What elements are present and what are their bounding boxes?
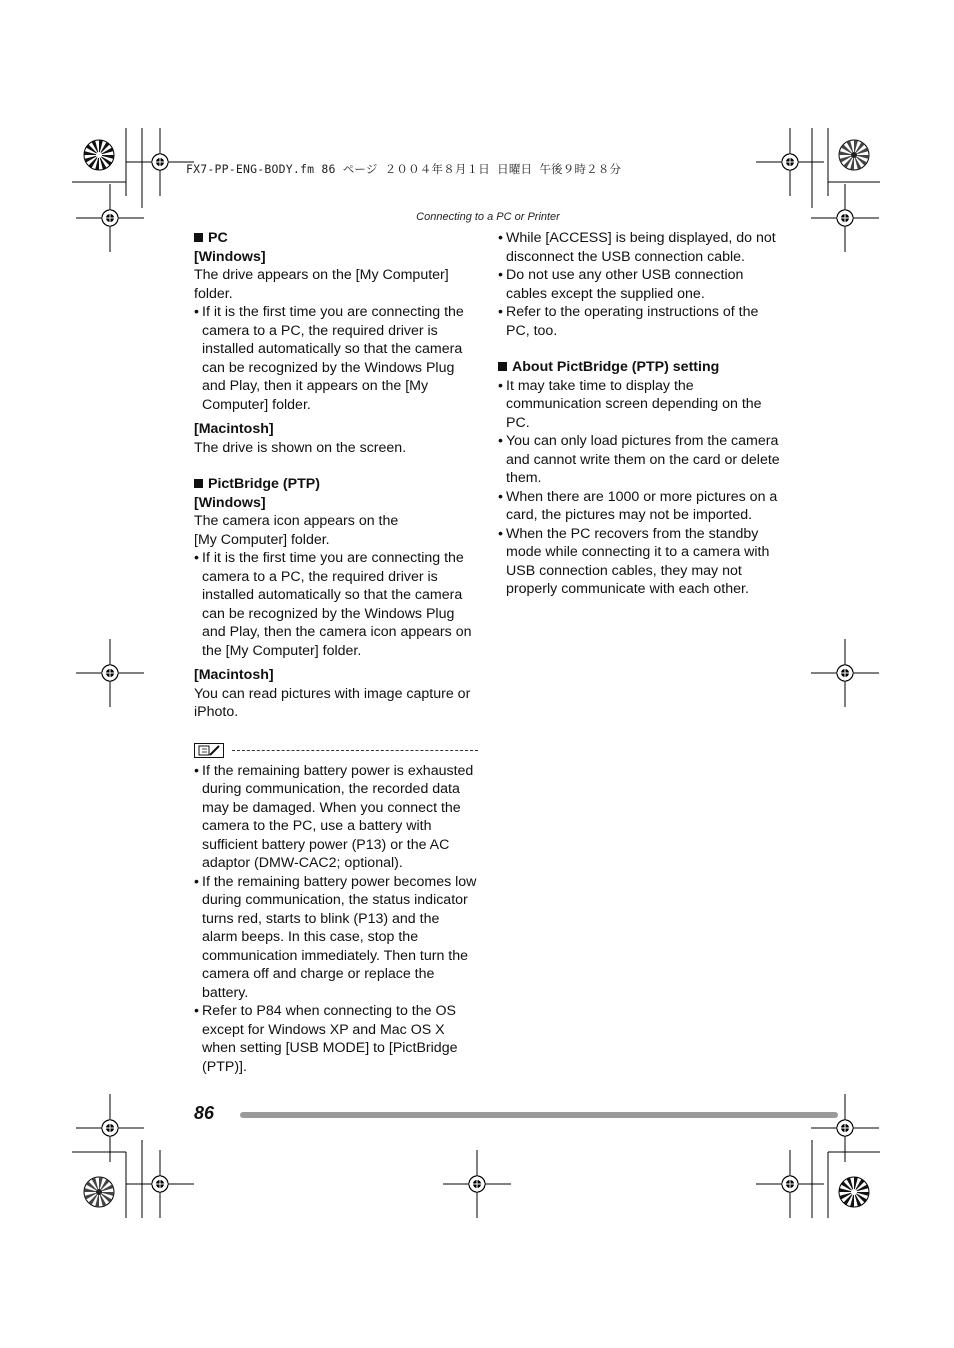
file-info-line: FX7-PP-ENG-BODY.fm 86 ページ ２００４年８月１日 日曜日 午後９時２８分 bbox=[186, 162, 622, 176]
footer-rule bbox=[240, 1112, 838, 1118]
pc-windows-bullets bbox=[194, 303, 478, 414]
section-heading-pictbridge: PictBridge (PTP) bbox=[194, 475, 478, 494]
square-bullet-icon bbox=[194, 233, 203, 242]
pc-windows-label: [Windows] bbox=[194, 248, 266, 265]
pb-mac-text: You can read pictures with image capture or iPhoto. bbox=[194, 685, 471, 720]
list-item: • When the PC recovers from the standby mode while connecting it to a camera with USB connection cables, they may not properly communicate with each other. bbox=[498, 525, 782, 599]
list-item: • Refer to the operating instructions of the PC, too. bbox=[498, 303, 782, 340]
list-item: • It may take time to display the communication screen depending on the PC. bbox=[498, 377, 782, 433]
list-item: • You can only load pictures from the camera and cannot write them on the card or delete them. bbox=[498, 432, 782, 488]
page-number: 86 bbox=[194, 1103, 215, 1123]
list-item: • Refer to P84 when connecting to the OS except for Windows XP and Mac OS X when setting [USB MODE] to [PictBridge (PTP)]. bbox=[194, 1002, 478, 1076]
dashed-divider bbox=[232, 750, 478, 751]
pb-windows-text: The camera icon appears on the [My Computer] folder. bbox=[194, 513, 399, 548]
list-item: • If it is the first time you are connecting the camera to a PC, the required driver is installed automatically so that the camera can be recognized by the Windows Plug and Play, then it appears on the [My Computer] folder. bbox=[194, 303, 478, 414]
pc-mac-text: The drive is shown on the screen. bbox=[194, 439, 407, 456]
square-bullet-icon bbox=[194, 479, 203, 488]
right-column bbox=[498, 229, 782, 599]
list-item: • While [ACCESS] is being displayed, do not disconnect the USB connection cable. bbox=[498, 229, 782, 266]
section-heading-pc: PC bbox=[194, 229, 478, 248]
usb-bullets bbox=[498, 229, 782, 340]
list-item: • If the remaining battery power becomes low during communication, the status indicator turns red, starts to blink (P13) and the alarm beeps. In this case, stop the communication immediately. Then turn the camera off and charge or replace the battery. bbox=[194, 873, 478, 1003]
list-item: • If it is the first time you are connecting the camera to a PC, the required driver is installed automatically so that the camera can be recognized by the Windows Plug and Play, then the camera icon appears on the [My Computer] folder. bbox=[194, 549, 478, 660]
square-bullet-icon bbox=[498, 362, 507, 371]
pb-mac-label: [Macintosh] bbox=[194, 667, 274, 683]
pc-windows-text: The drive appears on the [My Computer] folder. bbox=[194, 267, 449, 302]
notes-list bbox=[194, 762, 478, 1077]
note-pencil-icon bbox=[194, 743, 224, 758]
list-item: • Do not use any other USB connection cables except the supplied one. bbox=[498, 266, 782, 303]
list-item: • When there are 1000 or more pictures on a card, the pictures may not be imported. bbox=[498, 488, 782, 525]
pc-mac-label: [Macintosh] bbox=[194, 421, 274, 437]
list-item: • If the remaining battery power is exhausted during communication, the recorded data may be damaged. When you connect the camera to the PC, use a battery with sufficient battery power (P13) or the AC adaptor (DMW-CAC2; optional). bbox=[194, 762, 478, 873]
running-head: Connecting to a PC or Printer bbox=[416, 211, 560, 223]
about-bullets bbox=[498, 377, 782, 599]
left-column bbox=[194, 229, 478, 1076]
pb-windows-bullets bbox=[194, 549, 478, 660]
note-divider bbox=[194, 742, 478, 760]
section-heading-about-pictbridge: About PictBridge (PTP) setting bbox=[498, 358, 782, 377]
pb-windows-label: [Windows] bbox=[194, 494, 266, 511]
